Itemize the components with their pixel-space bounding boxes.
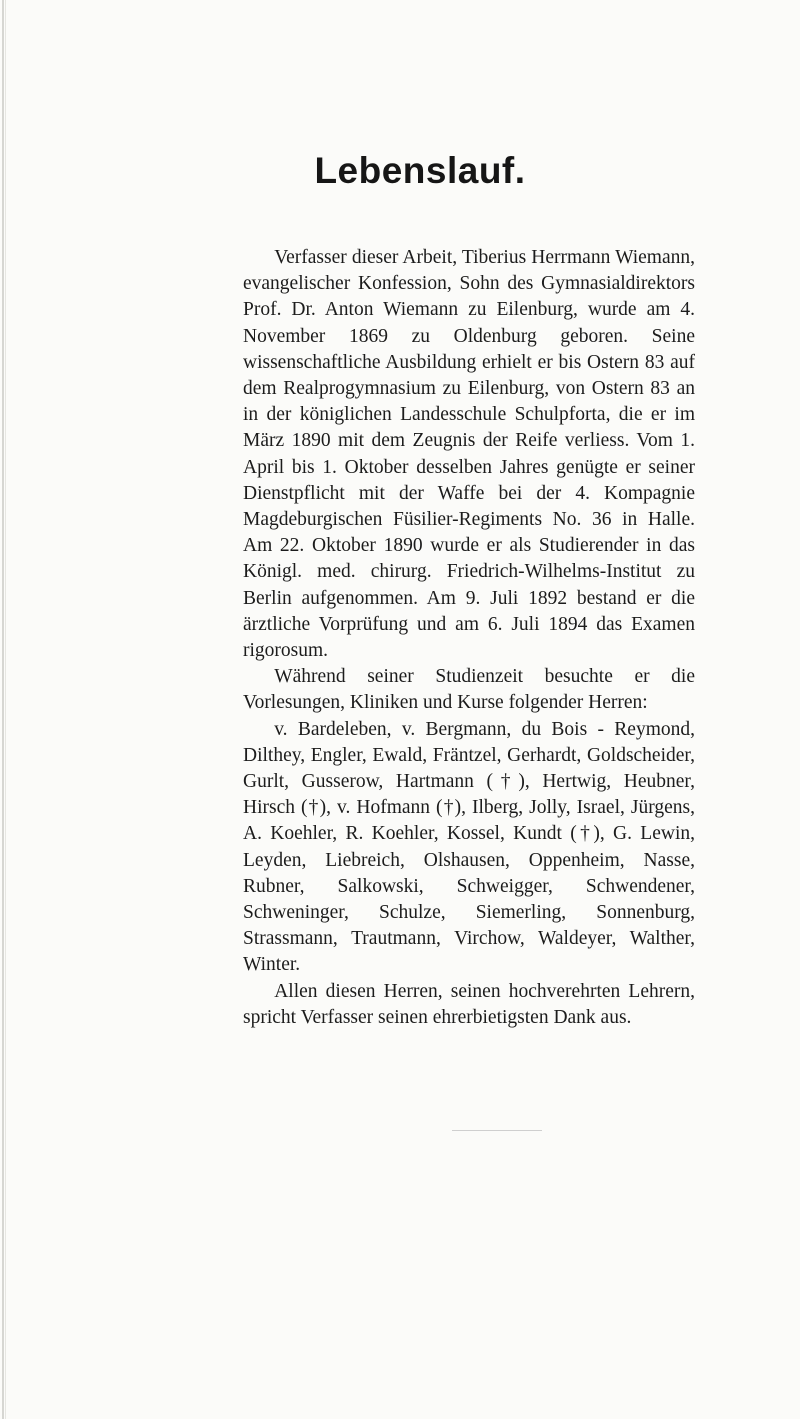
paragraph-biography: Verfasser dieser Arbeit, Tiberius Herrmann Wiemann, evangelischer Konfession, Sohn des Gymnasialdirektors Prof. Dr. Anton Wiemann zu Eilenburg, wurde am 4. November 1869 zu Oldenburg geboren. Seine wissenschaftliche Ausbildung erhielt er bis Ostern 83 auf dem Realprogymnasium zu Eilenburg, von Ostern 83 an in der königlichen Landesschule Schulpforta, die er im März 1890 mit dem Zeugnis der Reife verliess. Vom 1. April bis 1. Oktober desselben Jahres genügte er seiner Dienstpflicht mit der Waffe bei der 4. Kompagnie Magdeburgischen Füsilier-Regiments No. 36 in Halle. Am 22. Oktober 1890 wurde er als Studierender in das Königl. med. chirurg. Friedrich-Wilhelms-Institut zu Berlin aufgenommen. Am 9. Juli 1892 bestand er die ärztliche Vorprüfung und am 6. Juli 1894 das Examen rigorosum. [243, 247, 695, 662]
paragraph-teacher-names: v. Bardeleben, v. Bergmann, du Bois - Reymond, Dilthey, Engler, Ewald, Fräntzel, Gerhardt, Goldscheider, Gurlt, Gusserow, Hartmann (†), Hertwig, Heubner, Hirsch (†), v. Hofmann (†), Ilberg, Jolly, Israel, Jürgens, A. Koehler, R. Koehler, Kossel, Kundt (†), G. Lewin, Leyden, Liebreich, Olshausen, Oppenheim, Nasse, Rubner, Salkowski, Schweigger, Schwendener, Schweninger, Schulze, Siemerling, Sonnenburg, Strassmann, Trautmann, Virchow, Waldeyer, Walther, Winter. [243, 718, 695, 976]
page-title: Lebenslauf. [314, 150, 526, 191]
document-body [243, 245, 695, 1031]
closing-rule [452, 1130, 542, 1131]
paragraph-thanks: Allen diesen Herren, seinen hochverehrten Lehrern, spricht Verfasser seinen ehrerbietigsten Dank aus. [243, 980, 695, 1028]
paragraph-studies-intro: Während seiner Studienzeit besuchte er die Vorlesungen, Kliniken und Kurse folgender Herren: [243, 666, 695, 714]
